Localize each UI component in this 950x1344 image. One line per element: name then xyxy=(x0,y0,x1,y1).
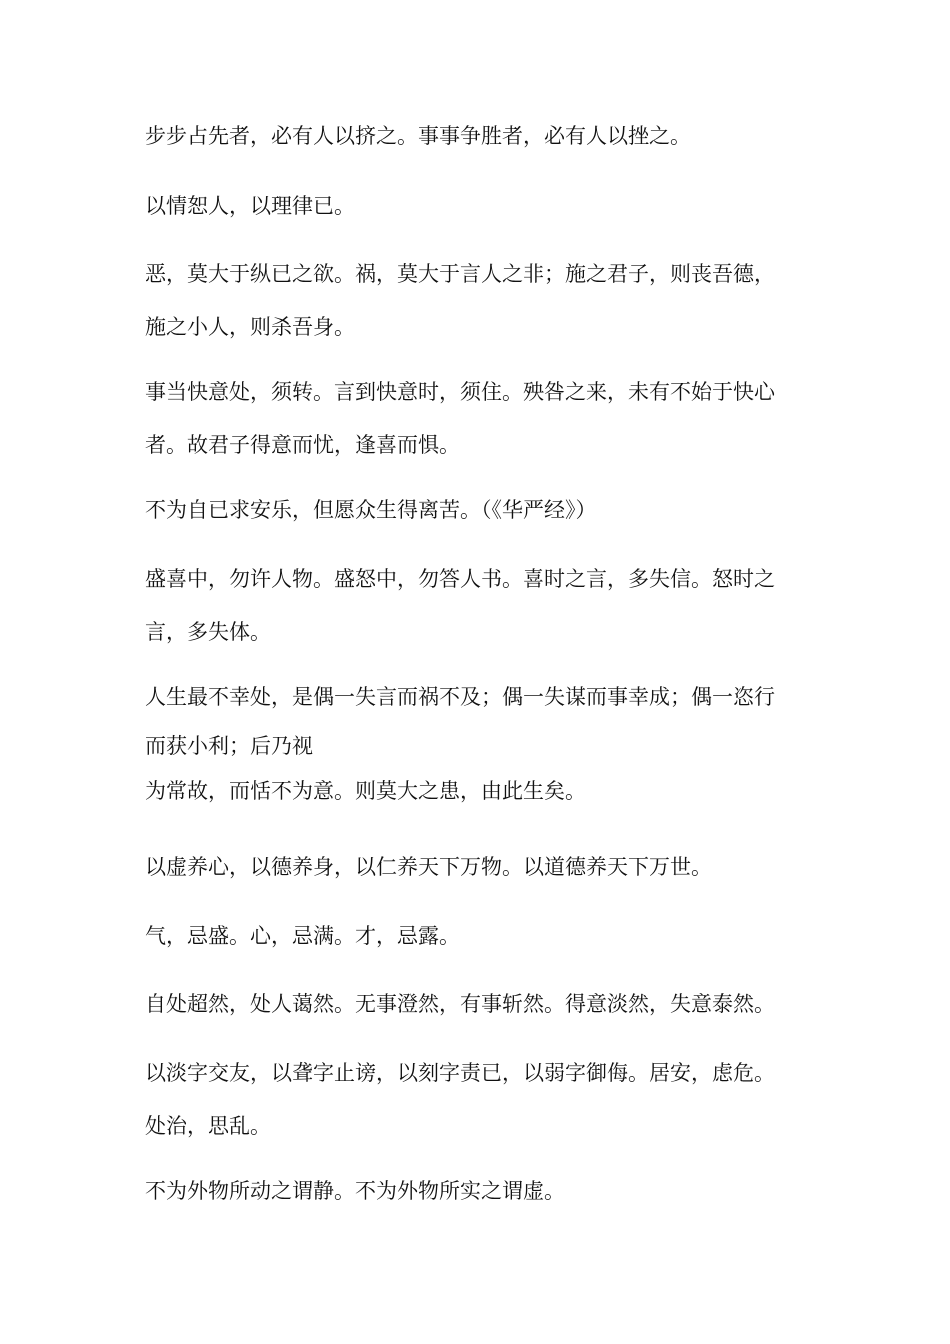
line: 为常故，而恬不为意。则莫大之患，由此生矣。 xyxy=(145,779,586,803)
line: 处治，思乱。 xyxy=(145,1114,271,1138)
paragraph-4 xyxy=(145,366,815,472)
line: 自处超然，处人蔼然。无事澄然，有事斩然。得意淡然，失意泰然。 xyxy=(145,992,775,1016)
paragraph-5 xyxy=(145,484,815,537)
paragraph-3 xyxy=(145,248,815,354)
line: 以虚养心，以德养身，以仁养天下万物。以道德养天下万世。 xyxy=(145,855,712,879)
line: 事当快意处，须转。言到快意时，须住。殃咎之来，未有不始于快心 xyxy=(145,380,775,404)
line: 恶，莫大于纵已之欲。祸，莫大于言人之非；施之君子，则丧吾德， xyxy=(145,262,775,286)
line: 不为自已求安乐，但愿众生得离苦。（《华严经》） xyxy=(145,498,597,522)
paragraph-12 xyxy=(145,1165,815,1218)
line: 施之小人，则杀吾身。 xyxy=(145,315,355,339)
line: 以淡字交友，以聋字止谤，以刻字责已，以弱字御侮。居安，虑危。 xyxy=(145,1061,775,1085)
line: 人生最不幸处，是偶一失言而祸不及；偶一失谋而事幸成；偶一恣行 xyxy=(145,685,775,709)
paragraph-11 xyxy=(145,1047,815,1153)
paragraph-6 xyxy=(145,553,815,659)
line: 言，多失体。 xyxy=(145,620,271,644)
paragraph-1 xyxy=(145,110,815,163)
paragraph-2 xyxy=(145,180,815,233)
line: 不为外物所动之谓静。不为外物所实之谓虚。 xyxy=(145,1179,565,1203)
line: 气，忌盛。心，忌满。才，忌露。 xyxy=(145,924,460,948)
line: 步步占先者，必有人以挤之。事事争胜者，必有人以挫之。 xyxy=(145,124,691,148)
line: 者。故君子得意而忧，逢喜而惧。 xyxy=(145,433,460,457)
line: 以情恕人，以理律已。 xyxy=(145,194,355,218)
paragraph-10 xyxy=(145,978,815,1031)
paragraph-9 xyxy=(145,910,815,963)
paragraph-8 xyxy=(145,841,815,894)
paragraph-7 xyxy=(145,671,815,814)
line: 而获小利；后乃视 xyxy=(145,734,313,758)
line: 盛喜中，勿许人物。盛怒中，勿答人书。喜时之言，多失信。怒时之 xyxy=(145,567,775,591)
